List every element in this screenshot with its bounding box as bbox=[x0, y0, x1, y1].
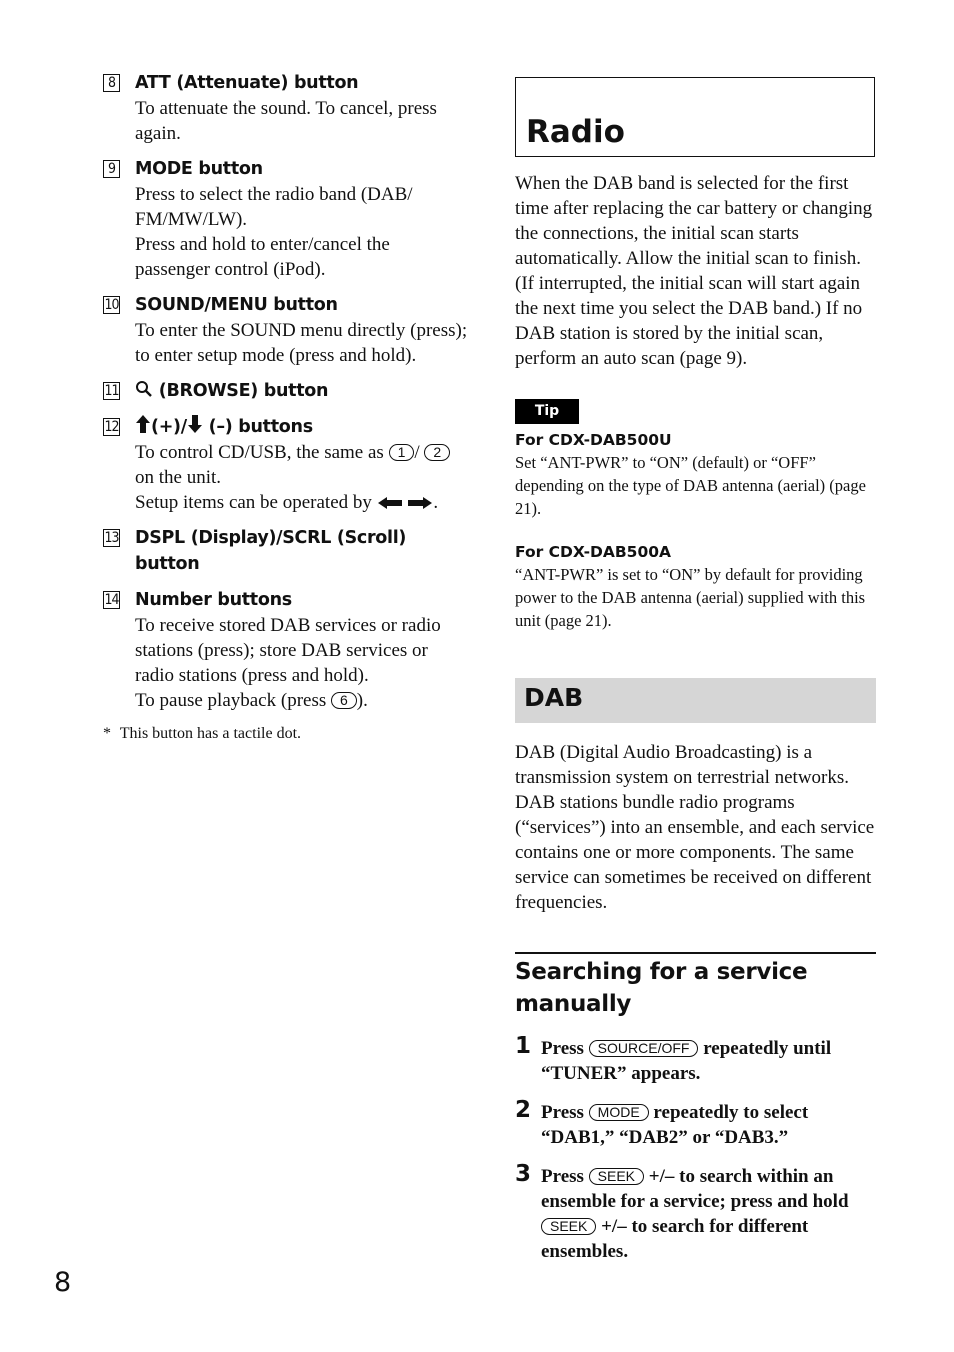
item-title: Number buttons bbox=[135, 590, 292, 610]
item-sound-menu bbox=[103, 292, 468, 368]
arrow-right-icon bbox=[407, 496, 433, 510]
tip-block bbox=[515, 399, 876, 632]
step-text-part: +/– to search for different ensembles. bbox=[541, 1216, 809, 1262]
step-text-part: +/– to search within an ensemble for a service; press and hold bbox=[541, 1166, 849, 1212]
item-number: 9 bbox=[103, 160, 120, 178]
item-desc: To enter the SOUND menu directly (press); to enter setup mode (press and hold). bbox=[135, 320, 468, 366]
step-text-part: Press bbox=[541, 1166, 584, 1187]
key-2-icon: 2 bbox=[424, 444, 450, 461]
seek-key-icon: SEEK bbox=[589, 1168, 644, 1185]
desc-text: on the unit. bbox=[135, 467, 222, 488]
desc-text: / bbox=[414, 442, 420, 463]
item-number: 13 bbox=[104, 530, 119, 546]
item-title-part: (–) buttons bbox=[208, 417, 313, 437]
source-off-key-icon: SOURCE/OFF bbox=[589, 1040, 699, 1057]
tip-text: “ANT-PWR” is set to “ON” by default for providing power to the DAB antenna (aerial) supplied with this unit (page 21). bbox=[515, 565, 866, 630]
item-number-buttons bbox=[103, 587, 468, 713]
item-title: DSPL (Display)/SCRL (Scroll) button bbox=[135, 528, 407, 574]
left-column bbox=[103, 70, 468, 745]
item-title-part: (+)/ bbox=[151, 417, 187, 437]
seek-key-icon: SEEK bbox=[541, 1218, 596, 1235]
step-text-part: repeatedly to select “DAB1,” “DAB2” or “DAB3.” bbox=[541, 1102, 809, 1148]
section-title: Searching for a service manually bbox=[515, 959, 808, 1017]
footnote-text: This button has a tactile dot. bbox=[119, 725, 302, 742]
arrow-left-icon bbox=[377, 496, 403, 510]
arrow-up-icon bbox=[135, 414, 151, 434]
step-1 bbox=[515, 1033, 876, 1086]
item-title: MODE button bbox=[135, 159, 263, 179]
step-3 bbox=[515, 1161, 876, 1264]
item-number: 12 bbox=[104, 419, 119, 435]
footnote bbox=[103, 723, 468, 745]
item-title bbox=[135, 414, 468, 440]
step-text bbox=[541, 1100, 876, 1150]
item-number: 14 bbox=[104, 592, 119, 608]
step-2 bbox=[515, 1097, 876, 1150]
step-number: 1 bbox=[515, 1033, 532, 1059]
desc-text: . bbox=[433, 492, 439, 513]
dab-body: DAB (Digital Audio Broadcasting) is a transmission system on terrestrial networks. DAB stations bundle radio programs (“services”) into an ensemble, and each service contains one or more components. The same service can sometimes be received on different frequencies. bbox=[515, 742, 875, 913]
item-desc: To receive stored DAB services or radio stations (press); store DAB services or radio stations (press and hold). bbox=[135, 615, 441, 686]
item-title-text: (BROWSE) button bbox=[158, 381, 329, 401]
dab-heading-bar bbox=[515, 678, 876, 723]
item-desc: To attenuate the sound. To cancel, press again. bbox=[135, 98, 437, 144]
item-desc bbox=[135, 688, 468, 713]
desc-text: To pause playback (press bbox=[135, 690, 327, 711]
step-text bbox=[541, 1164, 876, 1264]
tip-head: For CDX-DAB500A bbox=[515, 543, 672, 561]
item-dspl bbox=[103, 525, 468, 577]
tip-badge: Tip bbox=[515, 399, 579, 424]
mode-key-icon: MODE bbox=[589, 1104, 649, 1121]
item-title bbox=[135, 378, 468, 404]
item-number: 10 bbox=[104, 297, 119, 313]
dab-title: DAB bbox=[524, 683, 584, 712]
radio-body: When the DAB band is selected for the first time after replacing the car battery or changing the connections, the initial scan starts automatically. Allow the initial scan to finish. (If interrupted, the initial scan will start again the next time you select the DAB band.) If no DAB station is stored by the initial scan, perform an auto scan (page 9). bbox=[515, 173, 873, 369]
key-6-icon: 6 bbox=[331, 692, 357, 709]
desc-text: To control CD/USB, the same as bbox=[135, 442, 384, 463]
desc-text: Setup items can be operated by bbox=[135, 492, 372, 513]
item-att bbox=[103, 70, 468, 146]
item-desc bbox=[135, 490, 468, 515]
step-number: 3 bbox=[515, 1161, 532, 1187]
tip-text: Set “ANT-PWR” to “ON” (default) or “OFF” depending on the type of DAB antenna (aerial) (page 21). bbox=[515, 453, 866, 518]
item-number: 8 bbox=[103, 74, 120, 92]
item-number: 11 bbox=[104, 383, 119, 399]
desc-text: ). bbox=[356, 690, 368, 711]
item-up-down bbox=[103, 414, 468, 515]
item-desc: Press to select the radio band (DAB/ FM/MW/LW). bbox=[135, 184, 413, 230]
footnote-mark: * bbox=[103, 725, 111, 742]
arrow-down-icon bbox=[187, 414, 203, 434]
item-desc bbox=[135, 440, 468, 490]
radio-title: Radio bbox=[526, 114, 625, 150]
right-column bbox=[515, 77, 876, 1278]
step-number: 2 bbox=[515, 1097, 532, 1123]
step-text bbox=[541, 1036, 876, 1086]
step-text-part: Press bbox=[541, 1038, 584, 1059]
item-mode bbox=[103, 156, 468, 282]
step-text-part: Press bbox=[541, 1102, 584, 1123]
search-icon bbox=[135, 380, 153, 398]
step-text-part: repeatedly until “TUNER” appears. bbox=[541, 1038, 832, 1084]
tip-head: For CDX-DAB500U bbox=[515, 431, 672, 449]
item-title: SOUND/MENU button bbox=[135, 295, 338, 315]
item-desc: Press and hold to enter/cancel the passenger control (iPod). bbox=[135, 234, 390, 280]
steps-list bbox=[515, 1033, 876, 1264]
page-number: 8 bbox=[54, 1267, 72, 1298]
radio-heading-box bbox=[515, 77, 875, 157]
key-1-icon: 1 bbox=[389, 444, 415, 461]
item-title: ATT (Attenuate) button bbox=[135, 73, 359, 93]
section-rule bbox=[515, 952, 876, 954]
item-browse bbox=[103, 378, 468, 404]
